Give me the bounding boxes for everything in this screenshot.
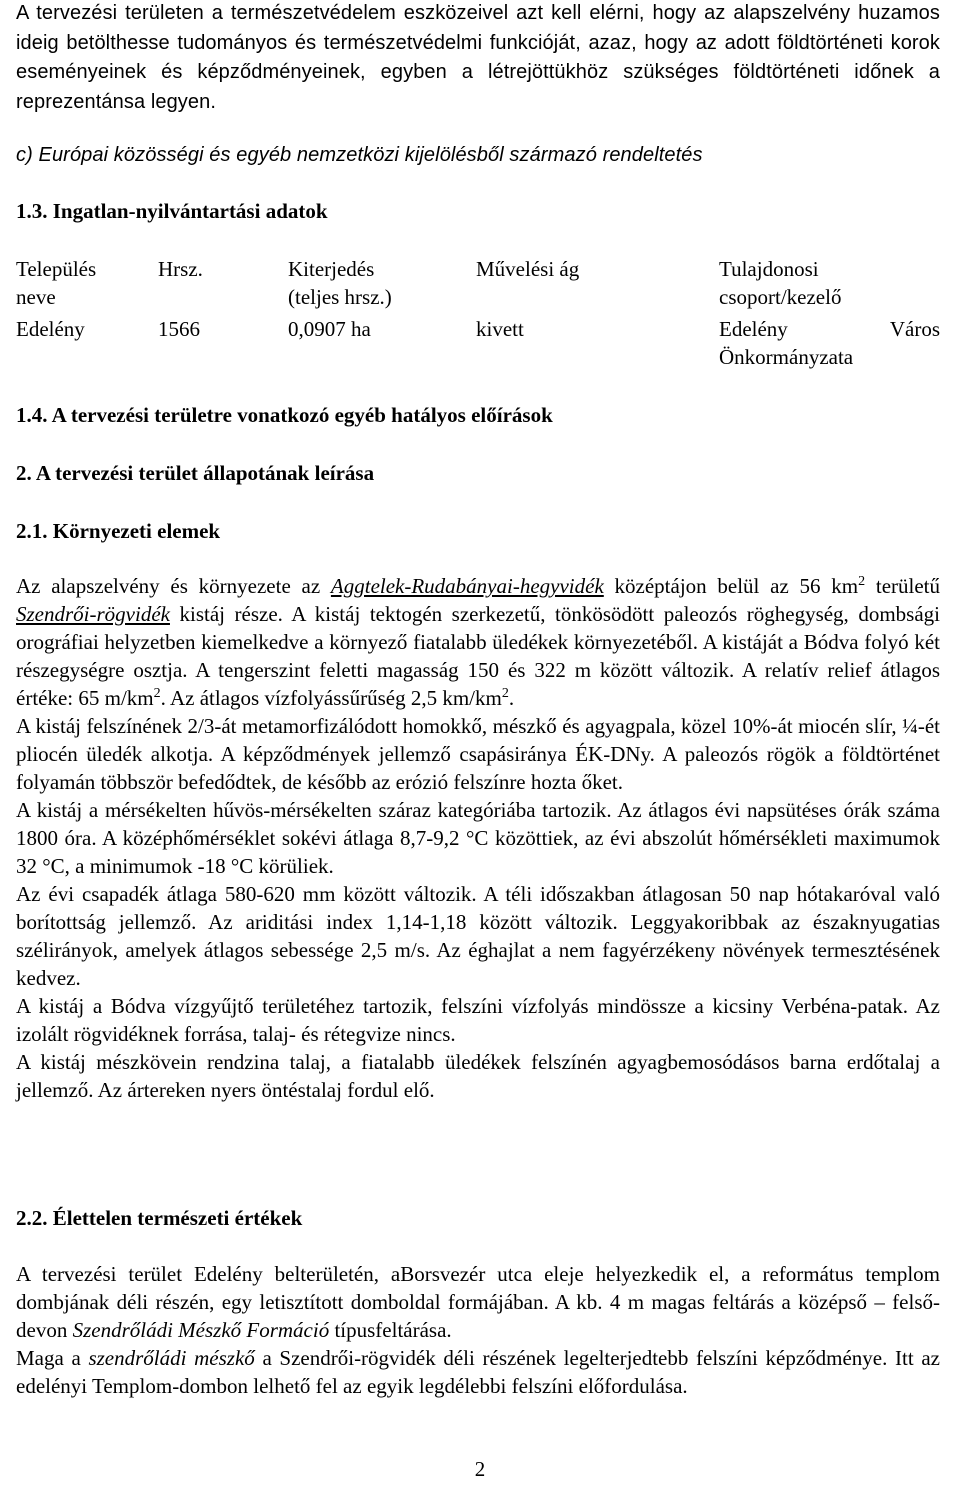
subheading-c: c) Európai közösségi és egyéb nemzetközi kijelölésből származó rendeltetés xyxy=(16,144,703,166)
page-number: 2 xyxy=(474,1457,486,1481)
cell-telepules: Edelény xyxy=(16,317,85,341)
landscape-name: Aggtelek-Rudabányai-hegyvidék xyxy=(330,574,604,598)
superscript-2b: 2 xyxy=(153,686,161,701)
abiotic-paragraph-2 xyxy=(16,1344,940,1400)
header-telepules-line1: Település xyxy=(16,257,97,281)
abiotic-p2-text-c: a Szendrői-rögvidék déli részének legelterjedtebb felszíni képződménye. Itt az edelényi Templom-dombon lelhető fel az egyik legdélebbi felszíni előfordulása. xyxy=(16,1346,940,1398)
env-paragraph-6: A kistáj mészkövein rendzina talaj, a fiatalabb üledékek felszínén agyagbemosódásos barna erdőtalaj a jellemző. Az ártereken nyers öntéstalaj fordul elő. xyxy=(16,1050,940,1102)
cell-tulajdonos-line2: Önkormányzata xyxy=(719,345,854,369)
env-p1-text-g: . Az átlagos vízfolyássűrűség 2,5 km/km xyxy=(160,686,502,710)
abiotic-paragraph-1 xyxy=(16,1260,940,1344)
cell-kiterjedes: 0,0907 ha xyxy=(288,317,371,341)
intro-paragraph: A tervezési területen a természetvédelem eszközeivel azt kell elérni, hogy az alapszelvény huzamos ideig betölthesse tudományos és természetvédelmi funkcióját, azaz, hogy az adott földtörténeti korok eseményeinek és képződményeinek, egyben a létrejöttükhöz szükséges földtörténeti időnek a reprezentánsa legyen. xyxy=(16,2,940,113)
header-tulajdonosi-line2: csoport/kezelő xyxy=(719,285,842,309)
superscript-2c: 2 xyxy=(501,686,509,701)
env-paragraph-4: Az évi csapadék átlaga 580-620 mm között változik. A téli időszakban átlagosan 50 nap hótakaróval való borítottság jellemző. Az ariditási index 1,14-1,18 között változik. Leggyakoribbak az északnyugatias szélirányok, amelyek átlagos sebessége 2,5 m/s. Az éghajlat a nem fagyérzékeny növények termesztésének kedvez. xyxy=(16,882,940,990)
env-p1-text-f: kistáj része. A kistáj tektogén szerkezetű, tönkösödött paleozós röghegység, dombsági orográfiai helyzetben kiemelkedve a környező fiatalabb üledékek környezetéből. A kistáját a Bódva folyó két részegységre osztja. A tengerszint feletti magasság 150 és 322 m között változik. A relatív relief átlagos értéke: 65 m/km xyxy=(16,602,940,710)
abiotic-p1-text-a: A tervezési terület Edelény belterületén, aBorsvezér utca eleje helyezkedik el, a református templom dombjának déli részén, egy letisztított domboldal formájában. A kb. 4 m magas feltárás a középső – felső-devon xyxy=(16,1262,940,1342)
formation-name: Szendrőládi Mészkő Formáció xyxy=(72,1318,330,1342)
env-p1-text-d: területű xyxy=(865,574,940,598)
microregion-name: Szendrői-rögvidék xyxy=(16,602,170,626)
heading-2-2: 2.2. Élettelen természeti értékek xyxy=(16,1206,303,1230)
abiotic-section xyxy=(16,1260,940,1400)
header-kiterjedes-line1: Kiterjedés xyxy=(288,257,375,281)
heading-2-1: 2.1. Környezeti elemek xyxy=(16,519,221,543)
env-p1-text-h: . xyxy=(508,686,515,710)
header-tulajdonosi-line1: Tulajdonosi xyxy=(719,257,819,281)
header-telepules-line2: neve xyxy=(16,285,56,309)
env-p1-text-a: Az alapszelvény és környezete az xyxy=(16,574,331,598)
environment-section xyxy=(16,572,940,1104)
limestone-name: szendrőládi mészkő xyxy=(88,1346,255,1370)
heading-2: 2. A tervezési terület állapotának leírása xyxy=(16,461,375,485)
property-table xyxy=(16,255,940,371)
env-paragraph-2: A kistáj felszínének 2/3-át metamorfizálódott homokkő, mészkő és agyagpala, közel 10%-át miocén slír, ¼-ét pliocén üledék alkotja. A képződmények jellemző csapásiránya ÉK-DNy. A paleozós rögök a földtörténet folyamán többször befedődtek, de később az erózió felszínre hozta őket. xyxy=(16,714,940,794)
table-row xyxy=(16,311,940,371)
cell-muvelesi-ag: kivett xyxy=(476,317,524,341)
env-paragraph-3: A kistáj a mérsékelten hűvös-mérsékelten száraz kategóriába tartozik. Az átlagos évi napsütéses órák száma 1800 óra. A középhőmérséklet sokévi átlaga 8,7-9,2 °C közöttiek, az évi abszolút hőmérsékleti maximumok 32 °C, a minimumok -18 °C körüliek. xyxy=(16,798,940,878)
env-p1-text-c: középtájon belül az 56 km xyxy=(603,574,859,598)
superscript-2: 2 xyxy=(858,574,866,589)
abiotic-p1-text-c: típusfeltárása. xyxy=(329,1318,452,1342)
header-muvelesi-ag: Művelési ág xyxy=(476,257,580,281)
table-header-row xyxy=(16,255,940,311)
env-paragraph-5: A kistáj a Bódva vízgyűjtő területéhez tartozik, felszíni vízfolyás mindössze a kicsiny Verbéna-patak. Az izolált rögvidéknek forrása, talaj- és rétegvize nincs. xyxy=(16,994,940,1046)
heading-1-3: 1.3. Ingatlan-nyilvántartási adatok xyxy=(16,199,328,223)
header-hrsz: Hrsz. xyxy=(158,257,203,281)
env-paragraph-1 xyxy=(16,572,940,712)
cell-tulajdonos-line1: Edelény Város xyxy=(719,317,940,341)
heading-1-4: 1.4. A tervezési területre vonatkozó egyéb hatályos előírások xyxy=(16,403,553,427)
header-kiterjedes-line2: (teljes hrsz.) xyxy=(288,285,392,309)
cell-hrsz: 1566 xyxy=(158,317,200,341)
abiotic-p2-text-a: Maga a xyxy=(16,1346,89,1370)
